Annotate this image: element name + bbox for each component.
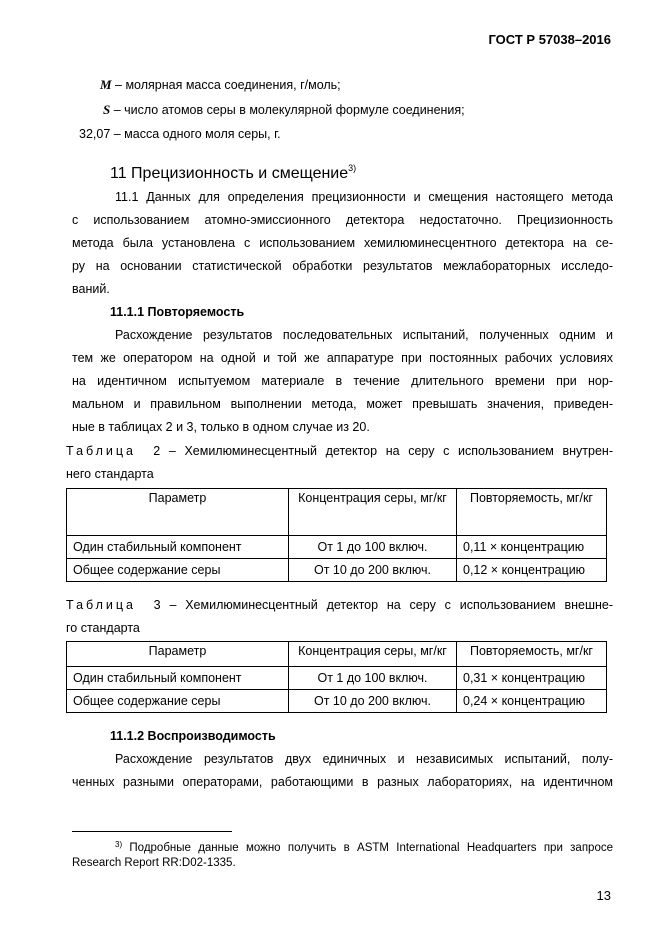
section-title: 11 Прецизионность и смещение bbox=[110, 165, 349, 182]
table-caption-cont: него стандарта bbox=[66, 467, 154, 481]
footnote-text: Подробные данные можно получить в ASTM International Headquarters при запросе bbox=[122, 842, 613, 854]
table-cell: Один стабильный компонент bbox=[67, 536, 289, 559]
paragraph-line: ваний. bbox=[72, 282, 110, 296]
column-header: Параметр bbox=[67, 489, 289, 536]
table-header-row bbox=[67, 642, 607, 667]
footnote-divider bbox=[72, 831, 232, 832]
definition-m bbox=[100, 77, 341, 93]
definition-text: – масса одного моля серы, г. bbox=[110, 127, 281, 141]
definition-text: – число атомов серы в молекулярной формуле соединения; bbox=[110, 103, 465, 117]
definition-symbol: S bbox=[103, 102, 111, 117]
table-cell: От 1 до 100 включ. bbox=[289, 536, 457, 559]
table-2 bbox=[66, 488, 607, 582]
paragraph-line: с использованием атомно-эмиссионного детектора недостаточно. Прецизионность bbox=[72, 213, 613, 227]
column-header: Концентрация серы, мг/кг bbox=[289, 489, 457, 536]
table-header-row bbox=[67, 489, 607, 536]
table-row bbox=[67, 690, 607, 713]
table-caption-text: 3 – Хемилюминесцентный детектор на серу с использованием внешне- bbox=[153, 598, 613, 612]
paragraph-line: Расхождение результатов последовательных испытаний, полученных одним и bbox=[115, 328, 613, 342]
table-cell: 0,11 × концентрацию bbox=[457, 536, 607, 559]
table-caption-text: 2 – Хемилюминесцентный детектор на серу с использованием внутрен- bbox=[153, 444, 613, 458]
column-header: Повторяемость, мг/кг bbox=[457, 489, 607, 536]
table-cell: От 10 до 200 включ. bbox=[289, 559, 457, 582]
paragraph-line: ченных разными операторами, работающими в разных лабораториях, на идентичном bbox=[72, 775, 613, 789]
subsection-heading: 11.1.1 Повторяемость bbox=[110, 305, 245, 319]
definition-symbol: 32,07 bbox=[79, 127, 111, 141]
definition-mass bbox=[79, 127, 281, 141]
table-row bbox=[67, 536, 607, 559]
page-number: 13 bbox=[596, 888, 611, 903]
column-header: Концентрация серы, мг/кг bbox=[289, 642, 457, 667]
column-header: Параметр bbox=[67, 642, 289, 667]
definition-symbol: M bbox=[100, 77, 112, 92]
table-caption bbox=[66, 444, 613, 458]
table-3 bbox=[66, 641, 607, 713]
table-cell: Общее содержание серы bbox=[67, 559, 289, 582]
definition-text: – молярная масса соединения, г/моль; bbox=[111, 78, 341, 92]
footnote-mark: 3) bbox=[115, 840, 123, 849]
table-row bbox=[67, 667, 607, 690]
table-caption bbox=[66, 598, 613, 612]
standard-number: ГОСТ Р 57038–2016 bbox=[488, 32, 611, 47]
table-row bbox=[67, 559, 607, 582]
table-label: Таблица bbox=[66, 444, 137, 458]
table-cell: 0,12 × концентрацию bbox=[457, 559, 607, 582]
table-cell: 0,24 × концентрацию bbox=[457, 690, 607, 713]
table-cell: От 10 до 200 включ. bbox=[289, 690, 457, 713]
subsection-heading: 11.1.2 Воспроизводимость bbox=[110, 729, 276, 743]
paragraph-line: ные в таблицах 2 и 3, только в одном случае из 20. bbox=[72, 420, 370, 434]
table-cell: 0,31 × концентрацию bbox=[457, 667, 607, 690]
table-cell: Один стабильный компонент bbox=[67, 667, 289, 690]
paragraph-line: на идентичном испытуемом материале в течение длительного времени при нор- bbox=[72, 374, 613, 388]
footnote-line: Research Report RR:D02-1335. bbox=[72, 857, 236, 869]
paragraph-line: метода была установлена с использованием хемилюминесцентного детектора на се- bbox=[72, 236, 613, 250]
table-caption-cont: го стандарта bbox=[66, 621, 140, 635]
paragraph-line: 11.1 Данных для определения прецизионности и смещения настоящего метода bbox=[115, 190, 613, 204]
footnote-line bbox=[115, 840, 613, 854]
section-heading bbox=[110, 163, 356, 183]
paragraph-line: мальном и правильном выполнении метода, может превышать значения, приведен- bbox=[72, 397, 613, 411]
paragraph-line: тем же оператором на одной и той же аппаратуре при постоянных рабочих условиях bbox=[72, 351, 613, 365]
footnote-ref: 3) bbox=[348, 163, 357, 173]
paragraph-line: Расхождение результатов двух единичных и независимых испытаний, полу- bbox=[115, 752, 613, 766]
paragraph-line: ру на основании статистической обработки результатов межлабораторных исследо- bbox=[72, 259, 613, 273]
definition-s bbox=[103, 102, 465, 118]
table-cell: Общее содержание серы bbox=[67, 690, 289, 713]
table-cell: От 1 до 100 включ. bbox=[289, 667, 457, 690]
column-header: Повторяемость, мг/кг bbox=[457, 642, 607, 667]
table-label: Таблица bbox=[66, 598, 137, 612]
